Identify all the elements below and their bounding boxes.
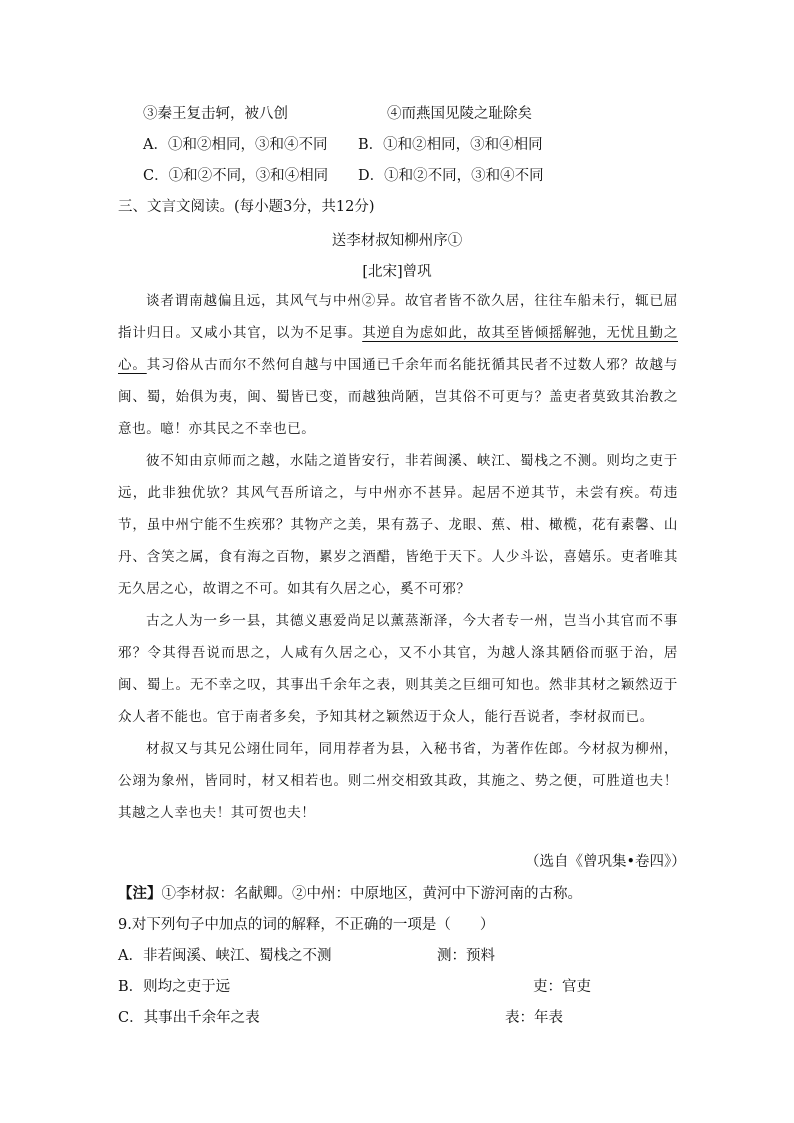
passage-author: [北宋]曾巩 <box>362 264 432 280</box>
paragraph-1-text-a: 谈者谓南越偏且远，其风气与中州②异。故官者皆不欲久居，往往车船未行，辄已屈指计归日。又咸小其官，以为不足事。 <box>118 293 678 341</box>
question-9-option-b: B．则均之吏于远 <box>118 979 231 995</box>
question-9-option-b-gloss: 吏：官吏 <box>533 979 591 995</box>
question-9-option-a-gloss: 测：预料 <box>437 948 495 964</box>
choice-c: C．①和②不同，③和④相同 <box>143 168 329 184</box>
passage-title: 送李材叔知柳州序① <box>331 233 463 249</box>
paragraph-2: 彼不知由京师而之越，水陆之道皆安行，非若闽溪、峡江、蜀栈之不测。则均之吏于远，此非独优欤？其风气吾所谙之，与中州亦不甚异。起居不逆其节，未尝有疾。苟违节，虽中州宁能不生疾邪？其物产之美，果有荔子、龙眼、蕉、柑、橄榄，花有素馨、山丹、含笑之属，食有海之百物，累岁之酒醋，皆绝于天下。人少斗讼，喜嬉乐。吏者唯其无久居之心，故谓之不可。如其有久居之心，奚不可邪？ <box>118 453 678 597</box>
passage-body <box>118 285 678 829</box>
paragraph-1 <box>118 285 678 445</box>
annotation-label: 【注】 <box>118 885 162 902</box>
passage-source: （选自《曾巩集•卷四》） <box>525 854 686 870</box>
option-item-4: ④而燕国见陵之耻除矣 <box>387 106 532 122</box>
question-9-option-c: C．其事出千余年之表 <box>118 1010 260 1026</box>
choice-b: B．①和②相同，③和④相同 <box>358 137 543 153</box>
choice-a: A．①和②相同，③和④不同 <box>143 137 328 153</box>
paragraph-1-text-b: 其习俗从古而尔不然何自越与中国通已千余年而名能抚循其民者不过数人邪？故越与闽、蜀，始俱为夷，闽、蜀皆已变，而越独尚陋，岂其俗不可更与？盖吏者莫致其治教之意也。噫！亦其民之不幸也已。 <box>118 357 678 437</box>
annotation-text: ①李材叔：名献卿。②中州：中原地区，黄河中下游河南的古称。 <box>161 886 582 902</box>
question-9-option-c-gloss: 表：年表 <box>505 1010 563 1026</box>
annotation <box>118 884 582 904</box>
question-9-stem: 9.对下列句子中加点的词的解释，不正确的一项是（ ） <box>118 917 495 933</box>
option-item-3: ③秦王复击轲，被八创 <box>143 106 288 122</box>
paragraph-4: 材叔又与其兄公翊仕同年，同用荐者为县，入秘书省，为著作佐郎。今材叔为柳州，公翊为象州，皆同时，材又相若也。则二州交相致其政，其施之、势之便，可胜道也夫！其越之人幸也夫！其可贺也夫！ <box>118 741 678 821</box>
question-9-option-a: A．非若闽溪、峡江、蜀栈之不测 <box>118 948 332 964</box>
paragraph-3: 古之人为一乡一县，其德义惠爱尚足以薰蒸渐泽，今大者专一州，岂当小其官而不事邪？令其得吾说而思之，人咸有久居之心，又不小其官，为越人涤其陋俗而驱于治，居闽、蜀上。无不幸之叹，其事出千余年之表，则其美之巨细可知也。然非其材之颖然迈于众人者不能也。官于南者多矣，予知其材之颖然迈于众人，能行吾说者，李材叔而已。 <box>118 613 678 725</box>
choice-d: D．①和②不同，③和④不同 <box>358 168 544 184</box>
underlined-sentence: 其逆自为虑如此，故其至皆倾摇解弛，无忧且勤之心。 <box>118 325 678 373</box>
section-heading: 三、文言文阅读。(每小题3分，共12分) <box>118 199 375 215</box>
